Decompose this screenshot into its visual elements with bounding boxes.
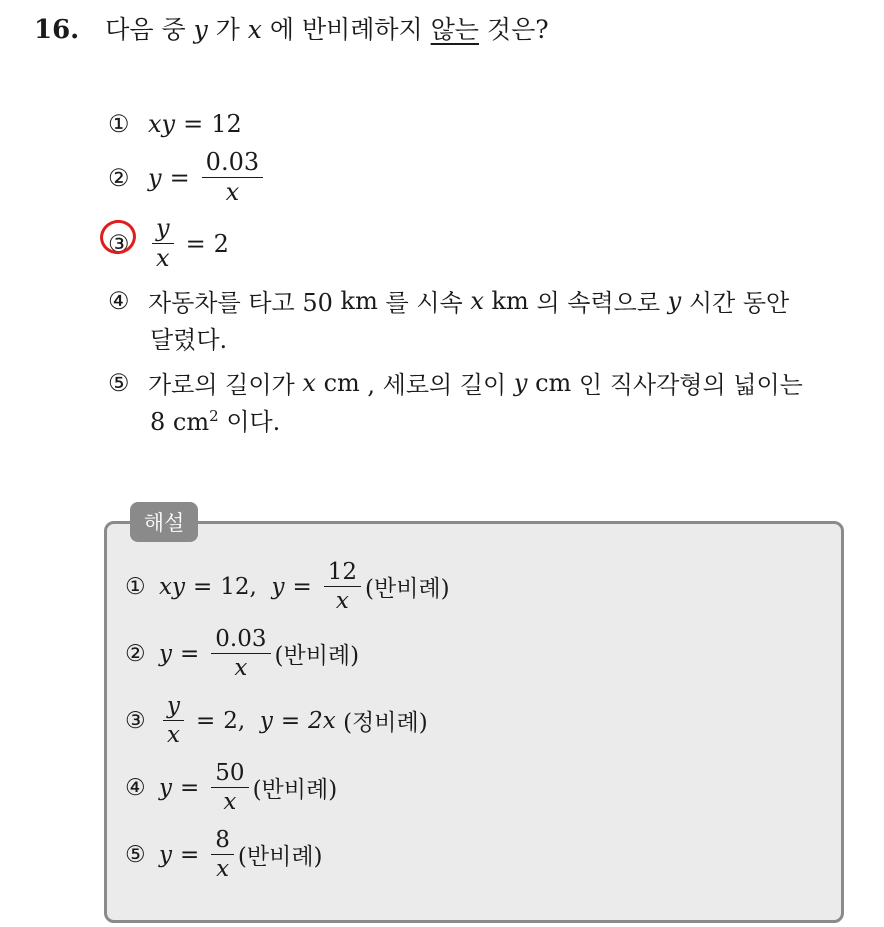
option-2-marker: ② bbox=[108, 163, 130, 192]
solution-3-eq2: = bbox=[280, 707, 301, 734]
solution-2-note: (반비례) bbox=[274, 643, 360, 670]
solution-4-lhs: y bbox=[159, 774, 172, 801]
solution-3-rhs: 2x bbox=[308, 707, 336, 734]
option-4-var2: y bbox=[667, 286, 682, 315]
option-5-text1: 가로의 길이가 bbox=[148, 371, 295, 399]
solution-line-1 bbox=[125, 560, 450, 613]
option-5-var2: y bbox=[513, 368, 528, 397]
option-4-marker: ④ bbox=[108, 286, 130, 315]
option-5[interactable] bbox=[108, 365, 803, 400]
option-1-lhs: xy bbox=[148, 110, 176, 138]
question-mid1: 가 bbox=[215, 15, 240, 44]
option-3-marker: ③ bbox=[108, 229, 130, 258]
option-2[interactable] bbox=[108, 150, 267, 205]
solution-1-val1: 12, bbox=[220, 573, 257, 600]
option-5-marker: ⑤ bbox=[108, 368, 130, 397]
option-1-eq: = bbox=[183, 110, 204, 138]
option-4-text3: 의 속력으로 bbox=[536, 289, 661, 317]
solution-2-frac-den: x bbox=[234, 655, 248, 682]
option-5-line2-unit: cm bbox=[172, 408, 210, 436]
option-4-unit1: km bbox=[340, 286, 378, 315]
question-prefix: 다음 중 bbox=[105, 15, 186, 44]
solution-3-val1: 2, bbox=[223, 707, 246, 734]
option-3-eq: = bbox=[185, 229, 206, 258]
option-5-unit1: cm bbox=[323, 368, 360, 397]
solution-5-note: (반비례) bbox=[237, 844, 323, 871]
solution-1-fraction bbox=[324, 560, 361, 613]
solution-4-marker: ④ bbox=[125, 774, 146, 801]
solution-5-eq: = bbox=[180, 841, 200, 868]
question-underlined-word: 않는 bbox=[430, 15, 479, 44]
option-3-fraction bbox=[152, 216, 174, 271]
solution-5-lhs: y bbox=[159, 841, 172, 868]
option-5-text2: , 세로의 길이 bbox=[367, 371, 507, 399]
question-var-y: y bbox=[193, 15, 208, 44]
option-5-var1: x bbox=[302, 368, 316, 397]
solution-tag: 해설 bbox=[130, 502, 198, 542]
option-5-line2-text: 이다. bbox=[226, 408, 281, 436]
solution-1-frac-num: 12 bbox=[324, 560, 361, 587]
solution-1-eq1: = bbox=[192, 573, 213, 600]
solution-line-4 bbox=[125, 761, 337, 814]
option-3-rhs: 2 bbox=[213, 229, 229, 258]
solution-3-fraction bbox=[163, 694, 184, 747]
solution-2-lhs: y bbox=[159, 640, 172, 667]
solution-4-note: (반비례) bbox=[252, 777, 338, 804]
solution-1-note: (반비례) bbox=[365, 576, 450, 603]
solution-line-3 bbox=[125, 694, 428, 747]
solution-5-frac-den: x bbox=[216, 856, 230, 883]
option-4-text1: 자동차를 타고 50 bbox=[148, 289, 333, 317]
option-5-line2 bbox=[150, 402, 280, 437]
option-4-text4: 시간 동안 bbox=[688, 289, 790, 317]
option-4-line2: 달렸다. bbox=[150, 326, 228, 354]
solution-2-fraction bbox=[211, 627, 270, 680]
option-1-rhs: 12 bbox=[211, 110, 242, 138]
option-4-unit2: km bbox=[491, 286, 529, 315]
option-4-var1: x bbox=[470, 286, 484, 315]
solution-3-lhs: y bbox=[259, 707, 273, 734]
option-2-frac-num: 0.03 bbox=[202, 150, 263, 178]
solution-5-marker: ⑤ bbox=[125, 841, 146, 868]
solution-3-eq1: = bbox=[196, 707, 216, 734]
solution-3-frac-num: y bbox=[163, 694, 184, 721]
solution-5-frac-num: 8 bbox=[211, 828, 234, 855]
solution-2-frac-num: 0.03 bbox=[211, 627, 270, 654]
option-2-lhs: y bbox=[148, 163, 162, 192]
solution-4-fraction bbox=[211, 761, 248, 814]
option-5-line2-exp: 2 bbox=[209, 407, 219, 425]
option-4[interactable] bbox=[108, 283, 789, 318]
option-4-text2: 를 시속 bbox=[385, 289, 463, 317]
solution-1-lhs: y bbox=[271, 573, 285, 600]
solution-4-frac-den: x bbox=[223, 789, 237, 816]
option-3-frac-num: y bbox=[152, 216, 174, 244]
solution-4-frac-num: 50 bbox=[211, 761, 248, 788]
question-header bbox=[34, 10, 549, 46]
option-2-eq: = bbox=[169, 163, 190, 192]
solution-line-2 bbox=[125, 627, 359, 680]
option-1[interactable] bbox=[108, 110, 242, 138]
option-1-marker: ① bbox=[108, 110, 130, 138]
solution-3-note: (정비례) bbox=[343, 710, 428, 737]
solution-line-5 bbox=[125, 828, 323, 881]
solution-3-frac-den: x bbox=[167, 722, 180, 749]
solution-1-part1: xy bbox=[159, 573, 185, 600]
question-mid2: 에 반비례하지 bbox=[269, 15, 423, 44]
question-number: 16. bbox=[34, 15, 80, 45]
option-2-fraction bbox=[202, 150, 263, 205]
solution-3-marker: ③ bbox=[125, 707, 146, 734]
question-suffix: 것은? bbox=[486, 15, 549, 44]
solution-1-marker: ① bbox=[125, 573, 146, 600]
solution-2-marker: ② bbox=[125, 640, 146, 667]
solution-2-eq: = bbox=[180, 640, 200, 667]
solution-1-frac-den: x bbox=[335, 588, 349, 615]
option-5-unit2: cm bbox=[535, 368, 572, 397]
option-5-text3: 인 직사각형의 넓이는 bbox=[578, 371, 803, 399]
option-5-line2-num: 8 bbox=[150, 408, 166, 436]
question-var-x: x bbox=[247, 15, 262, 44]
solution-5-fraction bbox=[211, 828, 234, 881]
option-2-frac-den: x bbox=[225, 178, 240, 207]
solution-4-eq: = bbox=[180, 774, 200, 801]
solution-1-eq2: = bbox=[292, 573, 312, 600]
option-3-frac-den: x bbox=[156, 244, 170, 273]
